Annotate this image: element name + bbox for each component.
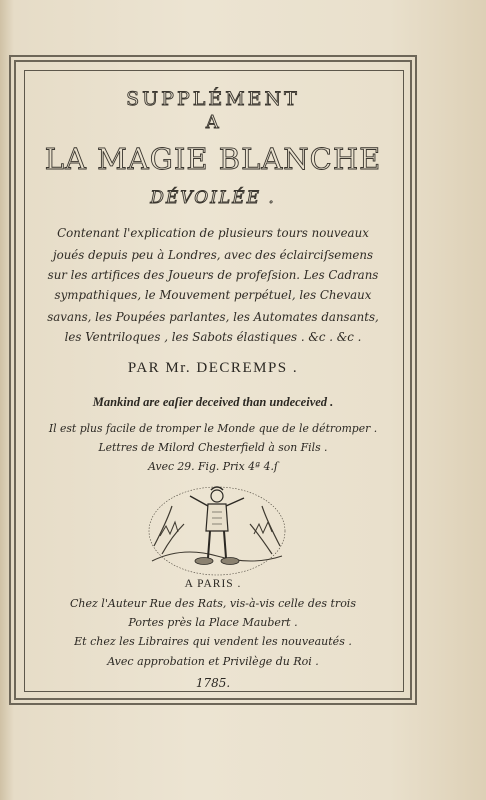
imprint-year: 1785. <box>195 676 231 690</box>
imprint-line: Chez l'Auteur Rue des Rats, vis-à-vis celle des trois <box>70 597 356 610</box>
imprint-line: Avec approbation et Privilège du Roi . <box>107 655 319 668</box>
imprint-city: A PARIS . <box>184 578 242 590</box>
title-line-1: SUPPLÉMENT <box>126 88 300 110</box>
description-line: joués depuis peu à Londres, avec des éclairciſsemens <box>52 248 374 262</box>
title-page-content <box>24 70 402 690</box>
title-line-3: LA MAGIE BLANCHE <box>44 142 382 176</box>
author-line: PAR Mr. DECREMPS . <box>127 360 299 376</box>
motto: Mankind are eaſier deceived than undeceived . <box>92 395 334 409</box>
description-line: les Ventriloques , les Sabots élastiques . &c . &c . <box>64 330 362 344</box>
description-line: savans, les Poupées parlantes, les Automates dansants, <box>47 310 379 324</box>
quote-line: Il est plus facile de tromper le Monde que de le détromper . <box>48 422 378 435</box>
engraving-vignette <box>142 476 292 581</box>
title-line-4: DÉVOILÉE . <box>150 188 276 208</box>
imprint-line: Portes près la Place Maubert . <box>128 616 298 629</box>
description-line: sur les artifices des Joueurs de profeſsion. Les Cadrans <box>47 268 379 282</box>
quote-line: Lettres de Milord Chesterfield à son Fils . <box>98 441 328 454</box>
imprint-line: Et chez les Libraires qui vendent les nouveautés . <box>74 635 352 648</box>
description-line: sympathiques, le Mouvement perpétuel, les Chevaux <box>54 288 372 302</box>
title-line-2: A <box>205 112 221 133</box>
description-line: Contenant l'explication de plusieurs tours nouveaux <box>57 226 369 240</box>
price-line: Avec 29. Fig. Prix 4ª 4.ſ <box>148 460 278 473</box>
